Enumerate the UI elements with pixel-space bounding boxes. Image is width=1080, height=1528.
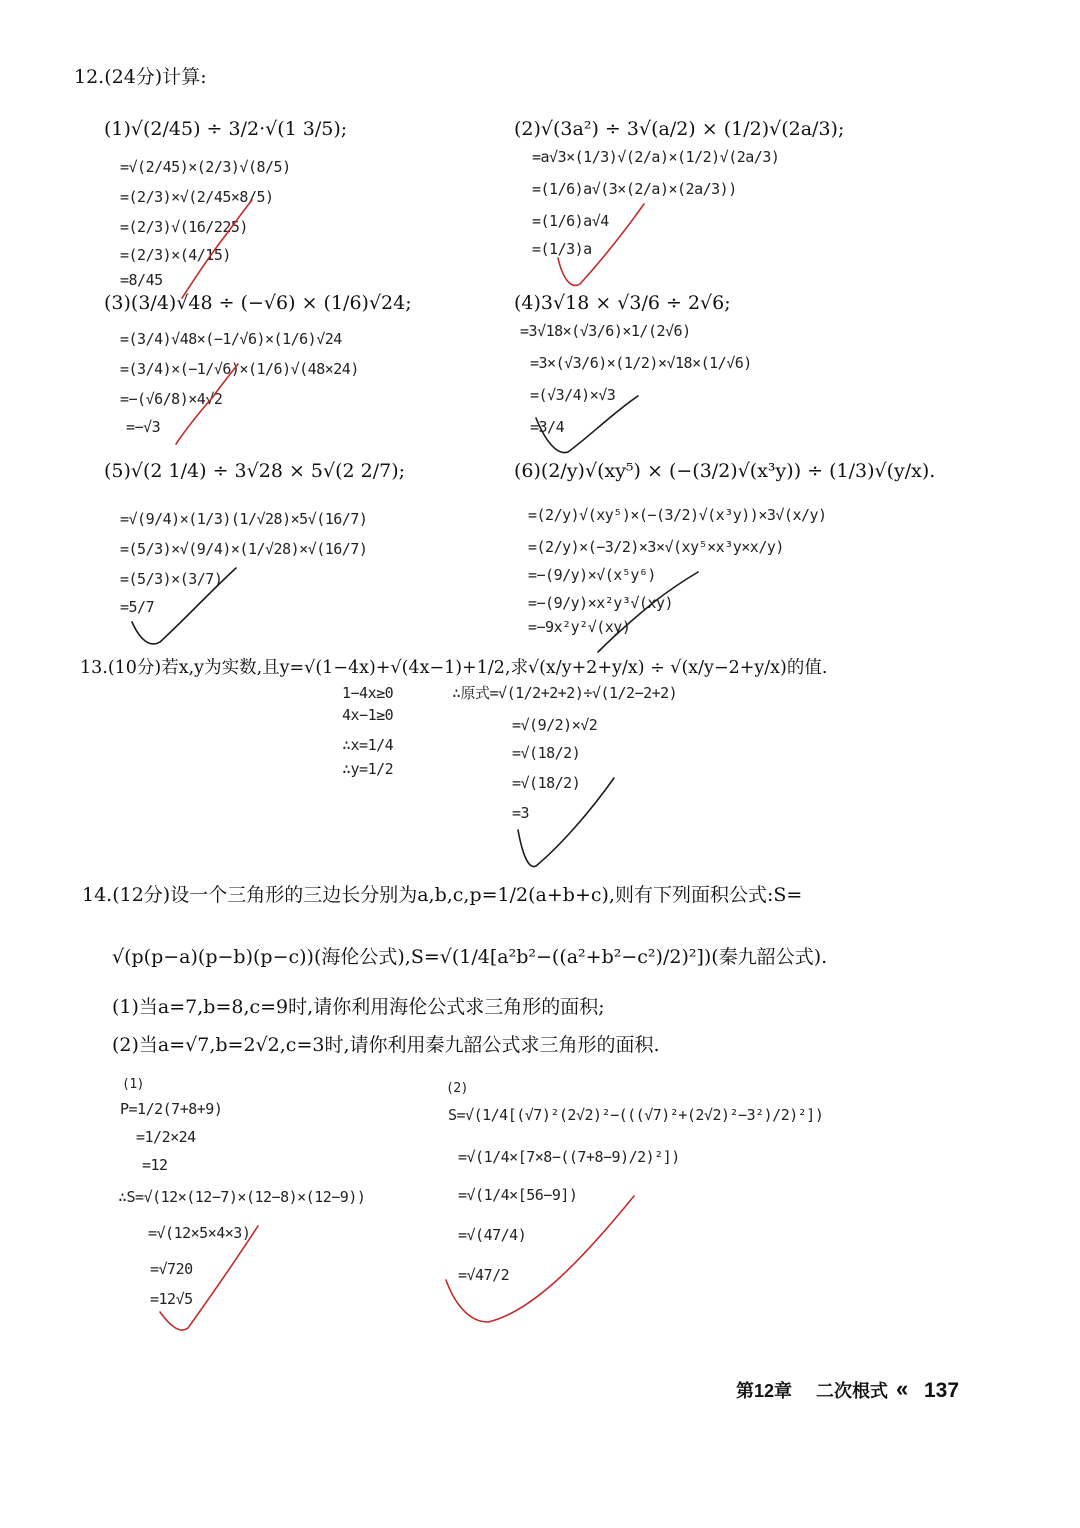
q12-p6-problem: (6)(2/y)√(xy⁵) × (−(3/2)√(x³y)) ÷ (1/3)√(y/x). (514, 460, 936, 482)
q12-p4-step-2: =3×(√3/6)×(1/2)×√18×(1/√6) (530, 354, 752, 372)
q14-work2-step-2: =√(1/4×[7×8−((7+8−9)/2)²]) (458, 1148, 680, 1166)
q13-left-step-2: 4x−1≥0 (342, 706, 394, 724)
q14-intro: 14.(12分)设一个三角形的三边长分别为a,b,c,p=1/2(a+b+c),则有下列面积公式:S= (82, 884, 803, 906)
q14-work2-step-5: =√47/2 (458, 1266, 510, 1284)
q12-p2-problem: (2)√(3a²) ÷ 3√(a/2) × (1/2)√(2a/3); (514, 118, 845, 140)
footer-page-number: 137 (924, 1379, 960, 1402)
q12-p1-step-5: =8/45 (120, 271, 163, 289)
footer-arrows: « (896, 1376, 909, 1401)
q12-p6-step-5: =−9x²y²√(xy) (528, 618, 631, 636)
q13-problem: 13.(10分)若x,y为实数,且y=√(1−4x)+√(4x−1)+1/2,求√(x/y+2+y/x) ÷ √(x/y−2+y/x)的值. (80, 658, 828, 678)
q12-p2-step-1: =a√3×(1/3)√(2/a)×(1/2)√(2a/3) (532, 148, 780, 166)
q12-p3-step-1: =(3/4)√48×(−1/√6)×(1/6)√24 (120, 330, 342, 348)
q14-work1-step-6: =√720 (150, 1260, 193, 1278)
q14-sub2: (2)当a=√7,b=2√2,c=3时,请你利用秦九韶公式求三角形的面积. (112, 1034, 660, 1056)
q13-right-step-4: =√(18/2) (512, 774, 581, 792)
q12-p6-step-2: =(2/y)×(−3/2)×3×√(xy⁵×x³y×x/y) (528, 538, 784, 556)
q12-p3-step-2: =(3/4)×(−1/√6)×(1/6)√(48×24) (120, 360, 359, 378)
q12-p1-step-2: =(2/3)×√(2/45×8/5) (120, 188, 274, 206)
q14-sub1: (1)当a=7,b=8,c=9时,请你利用海伦公式求三角形的面积; (112, 996, 605, 1018)
q14-work1-step-1: P=1/2(7+8+9) (120, 1100, 223, 1118)
q13-right-step-5: =3 (512, 804, 530, 822)
footer-title: 二次根式 (816, 1381, 888, 1401)
q14-work1-step-5: =√(12×5×4×3) (148, 1224, 251, 1242)
q14-work1-step-7: =12√5 (150, 1290, 193, 1308)
q12-p5-step-2: =(5/3)×√(9/4)×(1/√28)×√(16/7) (120, 540, 368, 558)
q12-p5-step-3: =(5/3)×(3/7) (120, 570, 223, 588)
footer-chapter: 第12章 (736, 1381, 793, 1401)
q12-p4-problem: (4)3√18 × √3/6 ÷ 2√6; (514, 292, 731, 314)
q13-right-step-2: =√(9/2)×√2 (512, 716, 598, 734)
q14-work2-step-3: =√(1/4×[56−9]) (458, 1186, 578, 1204)
q12-p4-step-4: =3/4 (530, 418, 565, 436)
q12-p6-step-3: =−(9/y)×√(x⁵y⁶) (528, 566, 656, 584)
check-mark-q14-2 (446, 1196, 634, 1322)
q14-work1-step-3: =12 (142, 1156, 168, 1174)
q13-right-step-3: =√(18/2) (512, 744, 581, 762)
q13-right-step-1: ∴原式=√(1/2+2+2)÷√(1/2−2+2) (452, 684, 678, 702)
q12-p1-step-3: =(2/3)√(16/225) (120, 218, 248, 236)
q12-p2-step-4: =(1/3)a (532, 240, 592, 258)
check-mark-q12-6 (598, 572, 698, 652)
q12-p3-step-3: =−(√6/8)×4√2 (120, 390, 223, 408)
q12-p4-step-3: =(√3/4)×√3 (530, 386, 616, 404)
q14-work2-step-1: S=√(1/4[(√7)²(2√2)²−(((√7)²+(2√2)²−3²)/2)²]) (448, 1106, 824, 1124)
q12-p6-step-1: =(2/y)√(xy⁵)×(−(3/2)√(x³y))×3√(x/y) (528, 506, 827, 524)
q13-left-step-3: ∴x=1/4 (342, 736, 394, 754)
q14-work1-step-4: ∴S=√(12×(12−7)×(12−8)×(12−9)) (118, 1188, 366, 1206)
q12-p2-step-2: =(1/6)a√(3×(2/a)×(2a/3)) (532, 180, 737, 198)
q12-p1-step-1: =√(2/45)×(2/3)√(8/5) (120, 158, 291, 176)
q12-p2-step-3: =(1/6)a√4 (532, 212, 609, 230)
q12-p1-problem: (1)√(2/45) ÷ 3/2·√(1 3/5); (104, 118, 348, 140)
q13-left-step-4: ∴y=1/2 (342, 760, 394, 778)
q12-header: 12.(24分)计算: (74, 66, 207, 88)
q14-work1-label: (1) (122, 1077, 144, 1092)
q12-p5-problem: (5)√(2 1/4) ÷ 3√28 × 5√(2 2/7); (104, 460, 406, 482)
q14-work2-step-4: =√(47/4) (458, 1226, 527, 1244)
q12-p6-step-4: =−(9/y)×x²y³√(xy) (528, 594, 674, 612)
q12-p1-step-4: =(2/3)×(4/15) (120, 246, 231, 264)
q13-left-step-1: 1−4x≥0 (342, 684, 394, 702)
q14-work2-label: (2) (446, 1081, 468, 1096)
q12-p4-step-1: =3√18×(√3/6)×1/(2√6) (520, 322, 691, 340)
q14-formulas: √(p(p−a)(p−b)(p−c))(海伦公式),S=√(1/4[a²b²−((a²+b²−c²)/2)²])(秦九韶公式). (112, 946, 828, 968)
q12-p3-step-4: =−√3 (126, 418, 161, 436)
q12-p3-problem: (3)(3/4)√48 ÷ (−√6) × (1/6)√24; (104, 292, 412, 314)
q14-work1-step-2: =1/2×24 (136, 1128, 196, 1146)
q12-p5-step-4: =5/7 (120, 598, 155, 616)
q12-p5-step-1: =√(9/4)×(1/3)(1/√28)×5√(16/7) (120, 510, 368, 528)
